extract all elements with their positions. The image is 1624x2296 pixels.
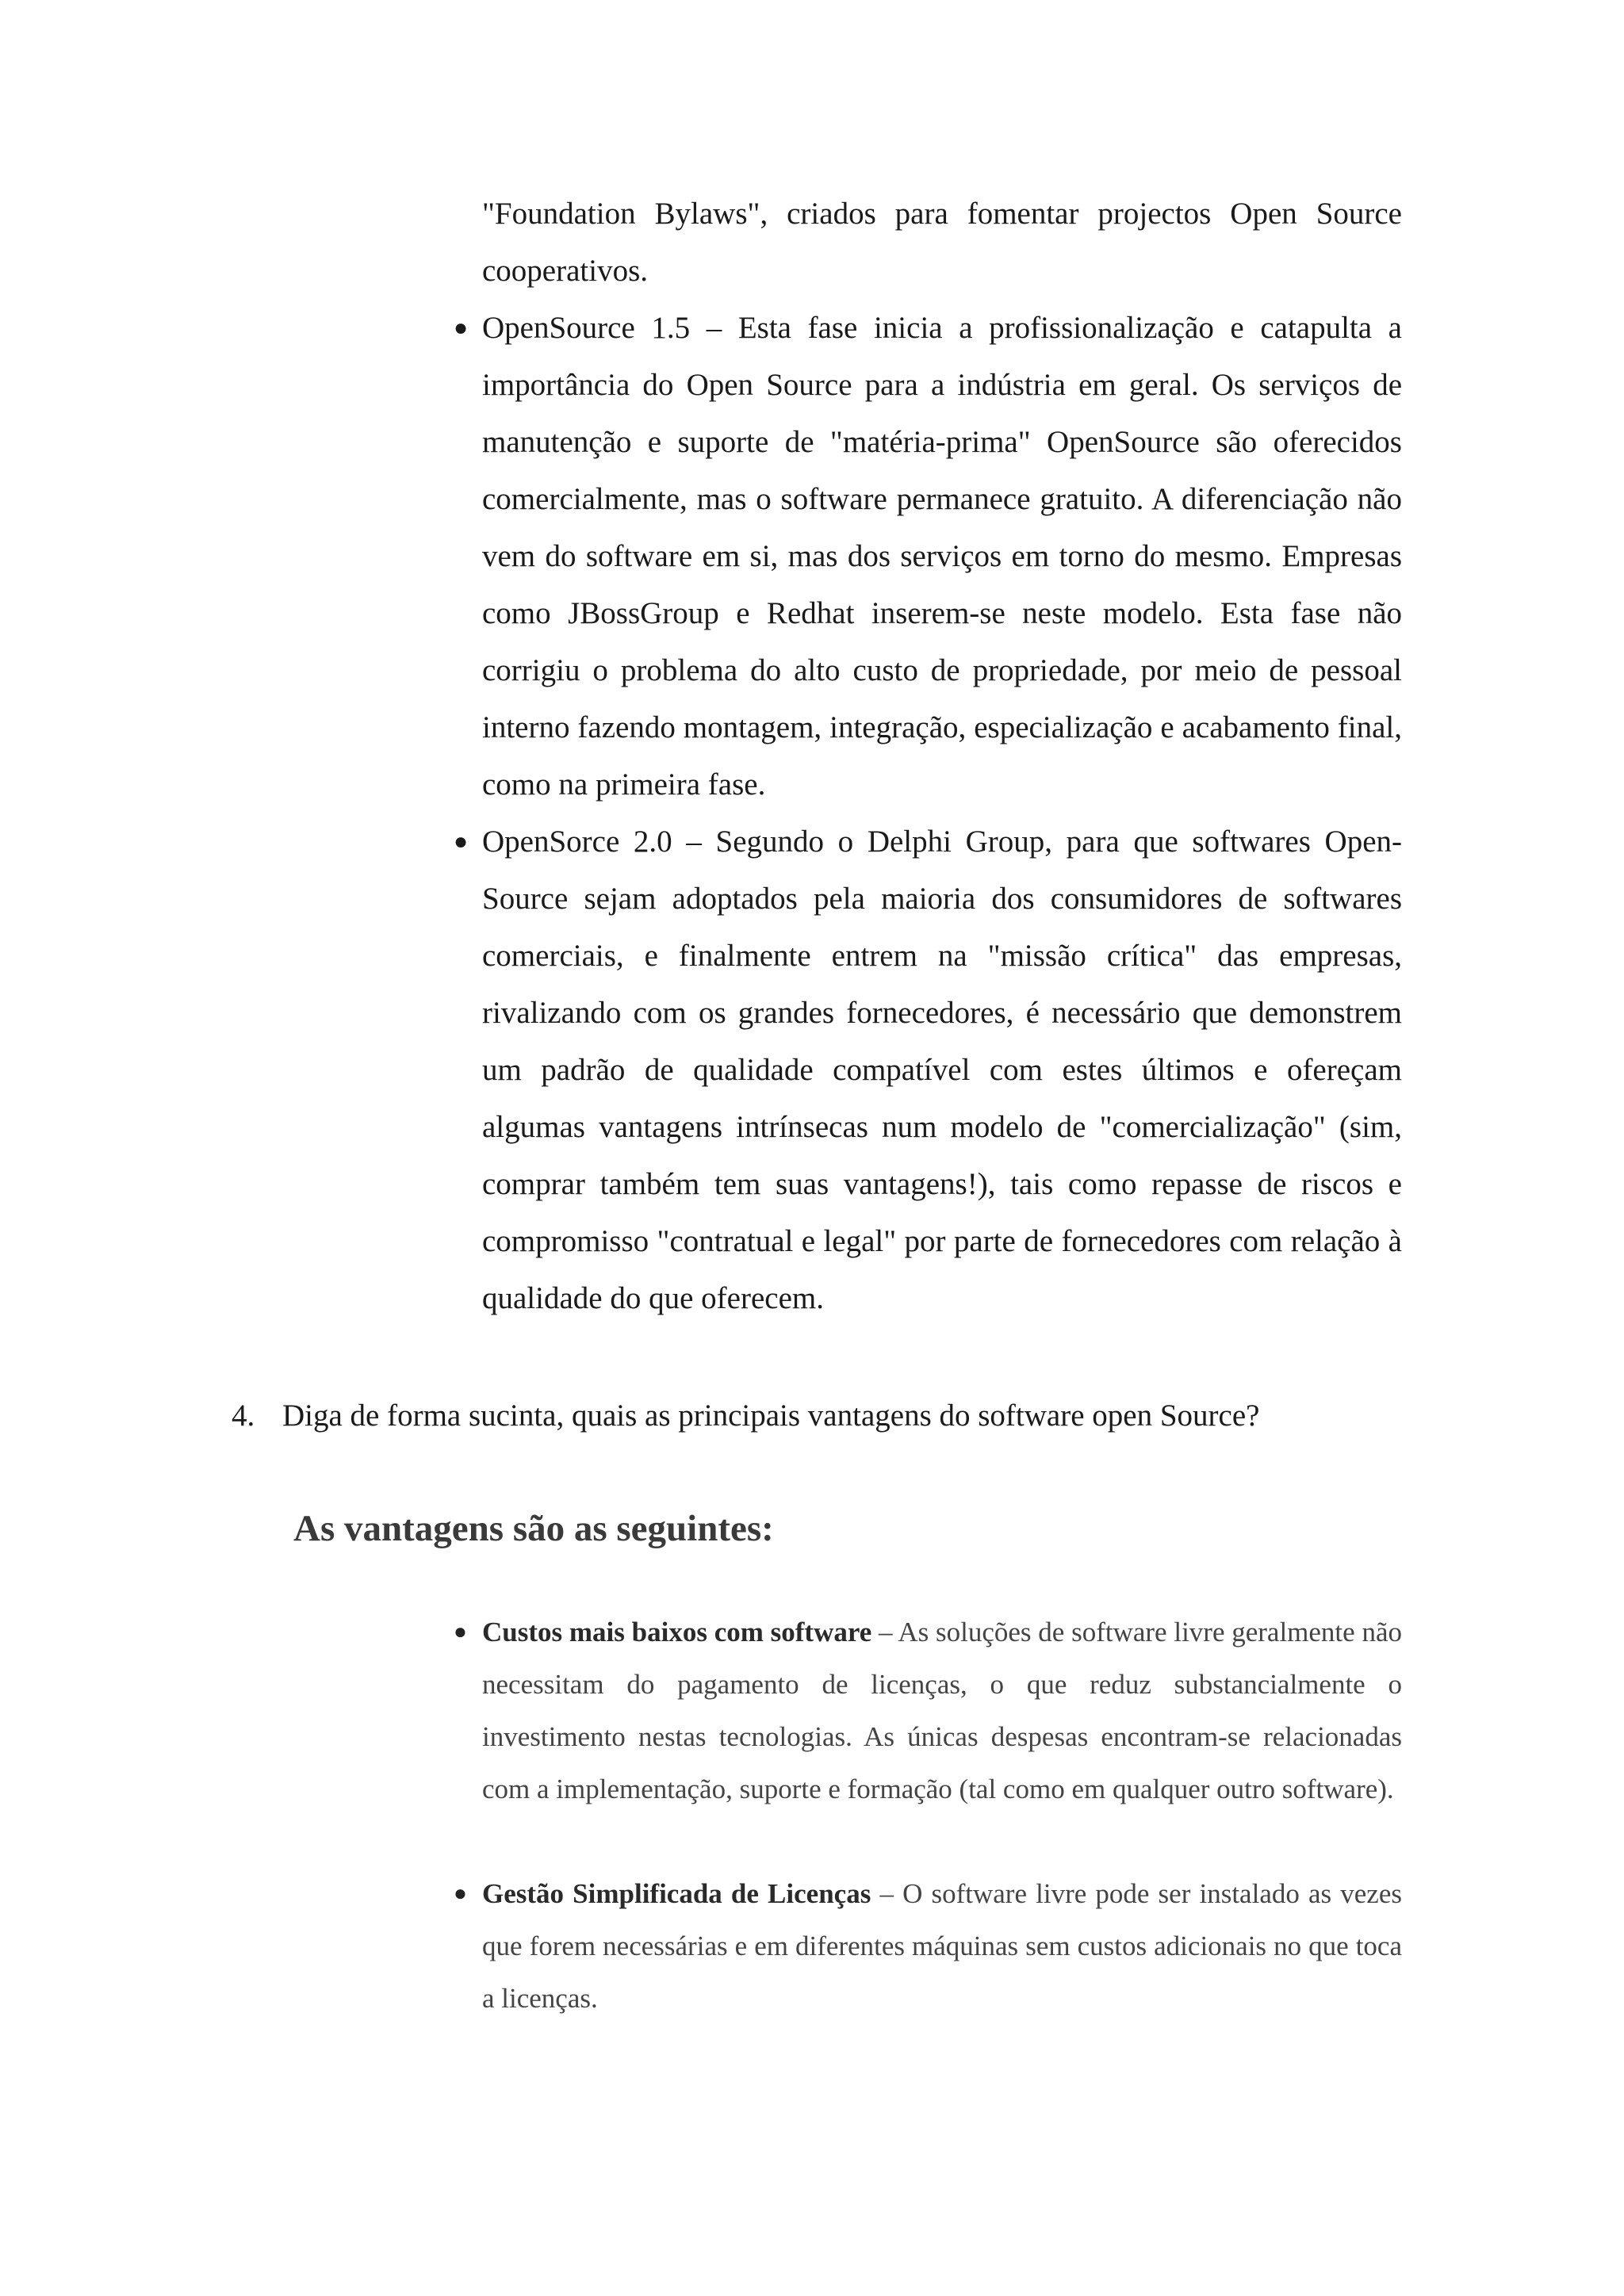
question-4: [232, 1387, 1259, 1445]
list-item-text: OpenSource 1.5 – Esta fase inicia a profissionalização e catapulta a importância do Open Source para a indústria em geral. Os serviços de manutenção e suporte de "matéria-prima" OpenSource são oferecidos comercialmente, mas o software permanece gratuito. A diferenciação não vem do software em si, mas dos serviços em torno do mesmo. Empresas como JBossGroup e Redhat inserem-se neste modelo. Esta fase não corrigiu o problema do alto custo de propriedade, por meio de pessoal interno fazendo montagem, integração, especialização e acabamento final, como na primeira fase.: [482, 311, 1402, 802]
question-number: 4.: [232, 1399, 255, 1433]
list-item-text: [482, 1606, 1402, 1816]
list-item-lower-costs: [454, 1606, 1402, 1816]
list-item-text: OpenSorce 2.0 – Segundo o Delphi Group, para que softwares Open-Source sejam adoptados pela maioria dos consumidores de softwares comerciais, e finalmente entrem na "missão crítica" das empresas, rivalizando com os grandes fornecedores, é necessário que demonstrem um padrão de qualidade compatível com estes últimos e ofereçam algumas vantagens intrínsecas num modelo de "comercialização" (sim, comprar também tem suas vantagens!), tais como repasse de riscos e compromisso "contratual e legal" por parte de fornecedores com relação à qualidade do que oferecem.: [482, 825, 1402, 1315]
list-item-license-management: [454, 1868, 1402, 2025]
question-text: Diga de forma sucinta, quais as principais vantagens do software open Source?: [282, 1399, 1260, 1433]
list-item-opensource-1-5: [454, 300, 1402, 813]
answer-heading: As vantagens são as seguintes:: [293, 1508, 774, 1549]
bullet-icon: ●: [454, 315, 469, 341]
list-item-body: – As soluções de software livre geralmente não necessitam do pagamento de licenças, o que reduz substancialmente o investimento nestas tecnologias. As únicas despesas encontram-se relacionadas com a implementação, suporte e formação (tal como em qualquer outro software).: [482, 1617, 1402, 1804]
list-item-opensource-2-0: [454, 813, 1402, 1327]
bullet-icon: ●: [454, 828, 469, 855]
list-item-text: [482, 1868, 1402, 2025]
bullet-icon: ●: [454, 1620, 467, 1644]
list-item-title: Custos mais baixos com software: [482, 1617, 872, 1647]
continuation-paragraph: "Foundation Bylaws", criados para fomentar projectos Open Source cooperativos.: [482, 197, 1402, 288]
bullet-icon: ●: [454, 1881, 467, 1906]
list-item-title: Gestão Simplificada de Licenças: [482, 1878, 871, 1909]
list-item-body: – O software livre pode ser instalado as vezes que forem necessárias e em diferentes máquinas sem custos adicionais no que toca a licenças.: [482, 1878, 1402, 2014]
